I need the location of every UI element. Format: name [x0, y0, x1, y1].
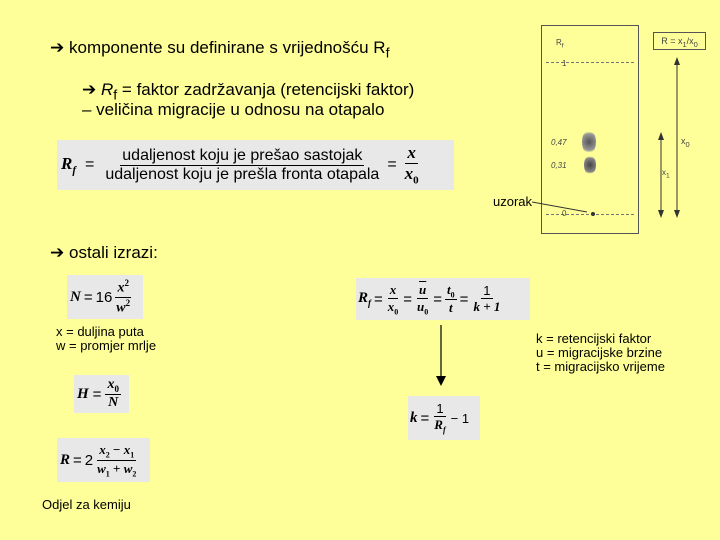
rf-lhs-sub: f: [72, 164, 77, 177]
migration-description: – veličina migracije u odnosu na otapalo: [82, 100, 385, 119]
k-numerator: 1: [436, 401, 444, 417]
note-migration-speeds: u = migracijske brzine: [536, 345, 663, 360]
rf-chain-formula: [356, 278, 530, 320]
h-numerator-sub: 0: [114, 383, 119, 394]
rf-denominator-sub: 0: [413, 174, 419, 187]
n-denominator-power: 2: [125, 297, 131, 308]
section-title: ostali izrazi:: [68, 243, 158, 262]
down-arrow-icon: [434, 325, 448, 387]
x1-dimension-label: $x_1$: [662, 168, 670, 180]
rf2-f3-num-sub: 0: [450, 290, 455, 300]
arrow-right-icon: ➔: [82, 80, 97, 100]
n-numerator: x: [117, 280, 125, 296]
n-coefficient: 16: [95, 288, 113, 306]
equals-sign: =: [85, 156, 95, 173]
n-denominator: w: [116, 300, 126, 316]
note-path-length: x = duljina puta: [56, 324, 144, 339]
r-den-a-sub: 1: [105, 469, 110, 479]
equals-sign: =: [420, 409, 430, 427]
rf-lhs: R: [61, 153, 73, 173]
tick-0-label: 0: [562, 209, 567, 218]
section-other-expressions: [50, 243, 158, 263]
rf2-f2-den: $\overline{u}$: [417, 298, 425, 314]
rf2-f2-den-sub: 0: [424, 307, 429, 317]
tick-047-label: 0,47: [551, 138, 567, 147]
rf2-f3-num: t: [447, 281, 451, 297]
bullet-definition: [50, 38, 390, 61]
r-den-b: w: [123, 460, 133, 476]
rf2-f1-den: x: [387, 298, 395, 314]
sample-label: uzorak: [493, 194, 533, 209]
rf-subscript: f: [385, 45, 390, 62]
k-denominator: R: [434, 417, 443, 433]
x0-dimension-label: $x_0$: [681, 136, 690, 149]
tick-031-label: 0,31: [551, 161, 567, 170]
rf-symbol-sub: f: [113, 87, 118, 104]
spot-2: [584, 155, 596, 175]
solvent-front-line: [546, 62, 634, 63]
footer-department: Odjel za kemiju: [42, 497, 131, 512]
rf2-f1-num: x: [389, 281, 397, 297]
rf2-lhs: R: [358, 290, 369, 306]
rf2-lhs-sub: f: [368, 298, 372, 308]
equals-sign: =: [83, 288, 93, 306]
rf-definition-box: $R = x_1/x_0$: [653, 32, 706, 50]
plus-sign: +: [109, 460, 124, 476]
r-coefficient: 2: [84, 451, 94, 469]
n-lhs: N: [70, 288, 81, 305]
tlc-rf-label: $R_f$: [556, 38, 564, 50]
k-lhs: k: [410, 409, 418, 426]
h-denominator: N: [108, 394, 119, 410]
dimension-arrows: [640, 25, 700, 225]
k-minus-one: − 1: [450, 410, 470, 426]
arrow-right-icon: ➔: [50, 243, 65, 263]
r-num-b: x: [123, 441, 131, 457]
plate-number-formula: [67, 275, 143, 319]
note-spot-diameter: w = promjer mrlje: [56, 338, 157, 353]
k-notes: [536, 332, 665, 374]
arrow-right-icon: ➔: [50, 38, 65, 58]
h-lhs: H: [77, 385, 89, 402]
tick-1-label: 1: [562, 59, 567, 68]
resolution-formula: [57, 438, 150, 482]
n-numerator-power: 2: [124, 277, 129, 288]
rf2-f4-den: k + 1: [473, 299, 501, 314]
retention-factor-formula: [408, 396, 480, 440]
r-den-a: w: [97, 460, 106, 476]
r-den-b-sub: 2: [132, 469, 137, 479]
r-num-b-sub: 1: [130, 450, 135, 460]
rf-numerator-symbol: x: [407, 143, 416, 163]
equals-sign: =: [433, 290, 443, 308]
note-retention-factor: k = retencijski faktor: [536, 331, 652, 346]
minus-sign: −: [109, 441, 124, 457]
equals-sign: =: [374, 290, 383, 308]
r-num-a-sub: 2: [105, 450, 110, 460]
rf2-f4-num: 1: [483, 283, 491, 298]
rf-numerator-text: udaljenost koju je prešao sastojak: [122, 146, 363, 164]
equals-sign: =: [387, 156, 397, 173]
plate-height-formula: [74, 375, 129, 413]
rf-symbol: R: [100, 80, 114, 99]
rf-main-formula: [57, 140, 454, 190]
r-num-a: x: [99, 441, 106, 457]
n-notes: [56, 325, 156, 353]
rf2-f3-den: t: [449, 300, 453, 316]
sample-pointer: [532, 198, 592, 218]
equals-sign: =: [92, 385, 102, 403]
r-lhs: R: [60, 451, 71, 468]
equals-sign: =: [73, 451, 82, 469]
rf2-f2-num: $\overline{u}$: [419, 281, 427, 297]
rf-denominator-text: udaljenost koju je prešla fronta otapala: [105, 165, 380, 183]
equals-sign: =: [403, 290, 413, 308]
equals-sign: =: [459, 290, 469, 308]
note-migration-time: t = migracijsko vrijeme: [536, 359, 665, 374]
rf2-f1-den-sub: 0: [394, 307, 399, 317]
h-numerator: x: [107, 377, 115, 393]
k-denominator-sub: f: [442, 425, 446, 435]
spot-1: [582, 130, 596, 154]
rf-meaning-text: = faktor zadržavanja (retencijski faktor): [117, 80, 415, 99]
definition-text: komponente su definirane s vrijednošću R: [68, 38, 386, 57]
rf-denominator-symbol: x: [404, 164, 414, 184]
